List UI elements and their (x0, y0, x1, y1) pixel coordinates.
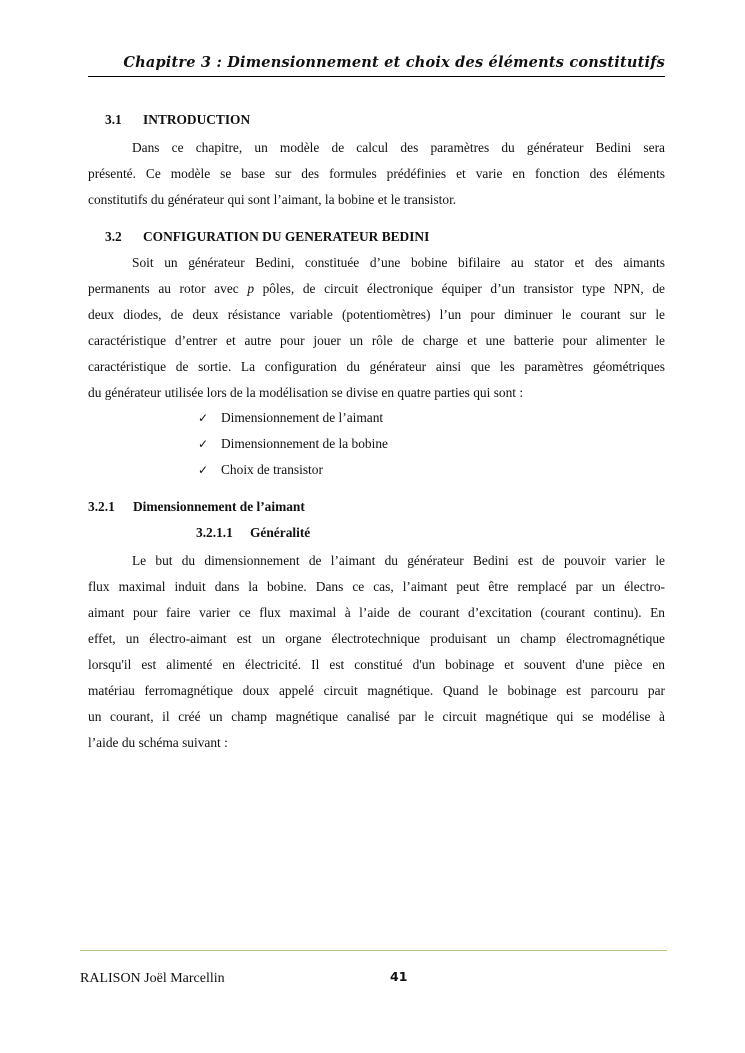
heading-number: 3.1 (105, 112, 122, 127)
checklist-item (198, 431, 388, 457)
text-line: caractéristique de sortie. La configuration du générateur ainsi que les paramètres géométriques (88, 359, 665, 374)
text-line: matériau ferromagnétique doux appelé circuit magnétique. Quand le bobinage est parcouru par (88, 683, 665, 698)
text-line: du générateur utilisée lors de la modélisation se divise en quatre parties qui sont : (88, 385, 524, 400)
heading-number: 3.2.1.1 (196, 525, 233, 540)
heading-title: Dimensionnement de l’aimant (133, 499, 305, 514)
paragraph-generalite (88, 548, 665, 756)
checklist-item-label: Dimensionnement de l’aimant (221, 410, 384, 425)
checkmark-icon: ✓ (198, 463, 209, 477)
text-run: pôles, de circuit électronique équiper d’un transistor type NPN, de (254, 281, 665, 296)
heading-3-2-1-1 (196, 525, 310, 541)
text-line: aimant pour faire varier ce flux maximal à l’aide de courant d’excitation (courant continu). En (88, 605, 665, 620)
heading-number: 3.2 (105, 229, 122, 244)
footer-author: RALISON Joël Marcellin (80, 971, 225, 986)
checklist-item-label: Dimensionnement de la bobine (221, 436, 388, 451)
paragraph-introduction (88, 135, 665, 213)
heading-title: Généralité (250, 525, 311, 540)
heading-3-2 (105, 229, 429, 245)
text-line: constitutifs du générateur qui sont l’aimant, la bobine et le transistor. (88, 192, 457, 207)
heading-3-2-1 (88, 499, 305, 515)
text-line: un courant, il créé un champ magnétique canalisé par le circuit magnétique qui se modélise à (88, 709, 665, 724)
heading-title: CONFIGURATION DU GENERATEUR BEDINI (143, 229, 430, 244)
heading-number: 3.2.1 (88, 499, 115, 514)
checklist (198, 405, 388, 483)
text-line: lorsqu'il est alimenté en électricité. Il est constitué d'un bobinage et souvent d'une pièce en (88, 657, 665, 672)
checkmark-icon: ✓ (198, 437, 209, 451)
checklist-item (198, 405, 388, 431)
page-header-title: Chapitre 3 : Dimensionnement et choix des éléments constitutifs (123, 54, 665, 71)
paragraph-configuration (88, 250, 665, 406)
checklist-item-label: Choix de transistor (221, 462, 323, 477)
text-line: flux maximal induit dans la bobine. Dans ce cas, l’aimant peut être remplacé par un électro- (88, 579, 665, 594)
text-run: permanents au rotor avec (88, 281, 248, 296)
page-number: 41 (390, 969, 408, 984)
heading-title: INTRODUCTION (143, 112, 251, 127)
variable-p: p (247, 281, 255, 296)
checklist-item (198, 457, 388, 483)
checkmark-icon: ✓ (198, 411, 209, 425)
text-line: Dans ce chapitre, un modèle de calcul des paramètres du générateur Bedini sera (132, 140, 665, 155)
text-line: l’aide du schéma suivant : (88, 735, 228, 750)
text-line: effet, un électro-aimant est un organe électrotechnique produisant un champ électromagnétique (88, 631, 665, 646)
text-line: caractéristique d’entrer et autre pour jouer un rôle de charge et une batterie pour alimenter le (88, 333, 665, 348)
header-rule (88, 76, 665, 77)
text-line: Le but du dimensionnement de l’aimant du générateur Bedini est de pouvoir varier le (132, 553, 665, 568)
heading-3-1 (105, 112, 250, 128)
text-line: présenté. Ce modèle se base sur des formules prédéfinies et varie en fonction des éléments (88, 166, 665, 181)
footer-rule (80, 950, 667, 951)
text-line (88, 276, 665, 302)
text-line: deux diodes, de deux résistance variable (potentiomètres) l’un pour diminuer le courant sur le (88, 307, 665, 322)
text-line: Soit un générateur Bedini, constituée d’une bobine bifilaire au stator et des aimants (132, 255, 665, 270)
